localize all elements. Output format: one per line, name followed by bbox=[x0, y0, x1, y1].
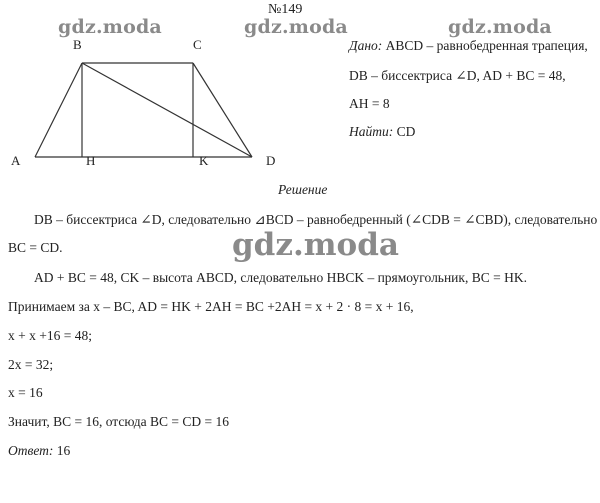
given-line-2: DB – биссектриса ∠D, AD + BC = 48, bbox=[349, 68, 566, 83]
solution-line-5: x + x +16 = 48; bbox=[8, 328, 92, 343]
solution-line-8: Значит, BC = 16, отсюда BC = CD = 16 bbox=[8, 414, 229, 429]
answer-line bbox=[8, 443, 70, 459]
solution-line-2: BC = CD. bbox=[8, 240, 63, 255]
side-ab bbox=[35, 63, 82, 157]
given-text-1: ABCD – равнобедренная трапеция, bbox=[382, 38, 588, 53]
find-label: Найти: bbox=[349, 124, 394, 139]
solution-line-7: x = 16 bbox=[8, 385, 43, 400]
solution-heading: Решение bbox=[278, 182, 328, 197]
side-cd bbox=[193, 63, 252, 157]
vertex-label-d: D bbox=[266, 153, 276, 168]
watermark-large: gdz.moda bbox=[232, 227, 399, 263]
watermark-left: gdz.moda bbox=[58, 16, 162, 38]
answer-label: Ответ: bbox=[8, 443, 54, 458]
vertex-label-c: C bbox=[193, 37, 202, 52]
problem-number: №149 bbox=[268, 2, 303, 17]
vertex-label-h: H bbox=[86, 153, 96, 168]
vertex-label-a: A bbox=[11, 153, 21, 168]
solution-line-4: Принимаем за x – BC, AD = HK + 2AH = BC +2AH = x + 2 · 8 = x + 16, bbox=[8, 299, 414, 314]
watermark-right: gdz.moda bbox=[448, 16, 552, 38]
vertex-label-k: K bbox=[199, 153, 209, 168]
answer-value: 16 bbox=[53, 443, 71, 458]
find-value: CD bbox=[393, 124, 416, 139]
solution-line-1: DB – биссектриса ∠D, следовательно ⊿BCD – равнобедренный (∠CDB = ∠CBD), следовательно bbox=[34, 212, 598, 227]
given-label: Дано: bbox=[349, 38, 383, 53]
vertex-label-b: B bbox=[73, 37, 82, 52]
given-line-1 bbox=[349, 38, 588, 54]
watermark-center: gdz.moda bbox=[244, 16, 348, 38]
solution-line-3: AD + BC = 48, CK – высота ABCD, следовательно HBCK – прямоугольник, BC = HK. bbox=[34, 270, 527, 285]
bisector-db bbox=[82, 63, 252, 157]
given-line-3: AH = 8 bbox=[349, 96, 390, 111]
solution-line-6: 2x = 32; bbox=[8, 357, 54, 372]
find-line bbox=[349, 124, 415, 140]
